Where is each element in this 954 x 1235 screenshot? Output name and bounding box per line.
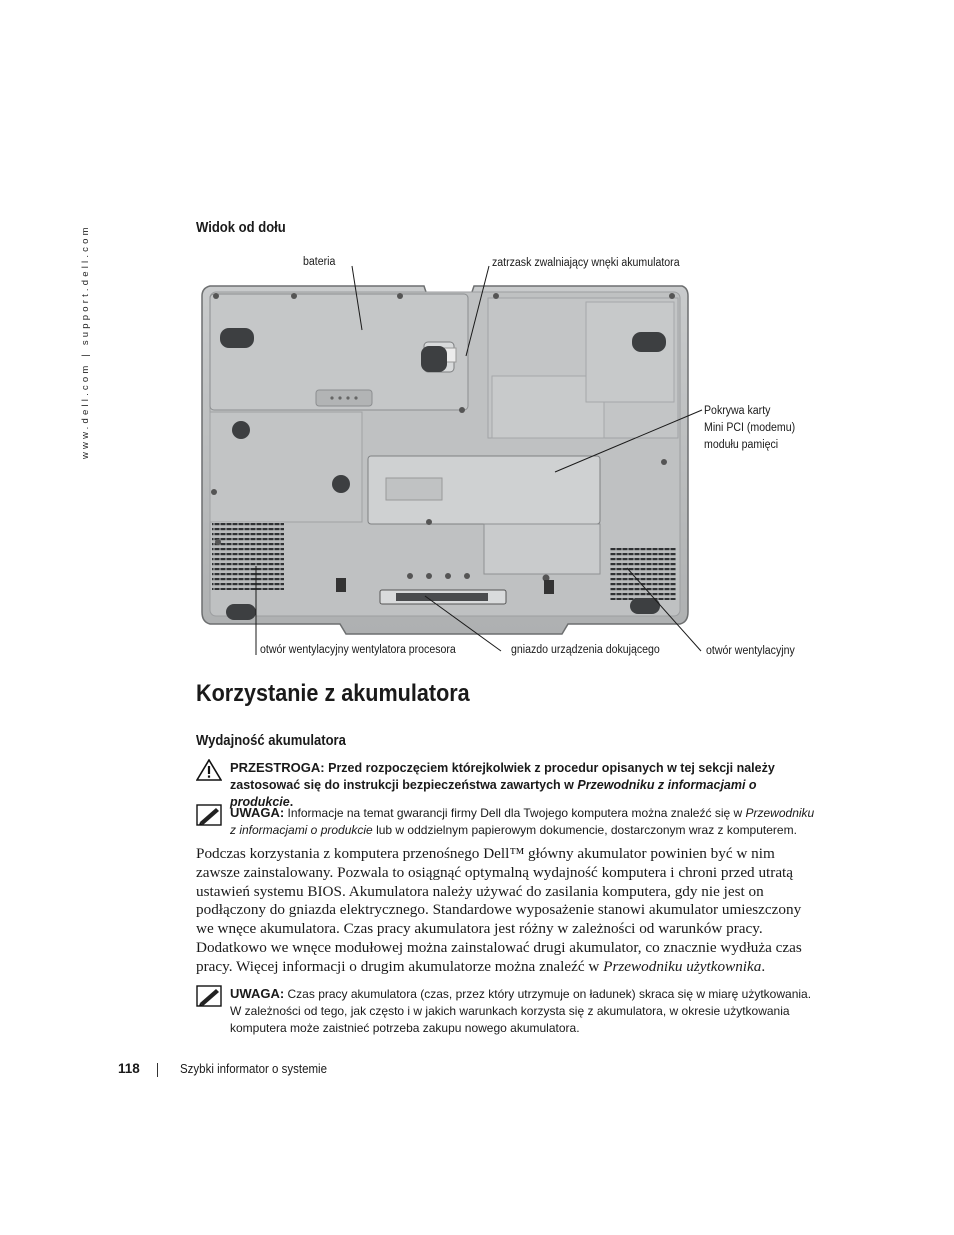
callout-battery-release: zatrzask zwalniający wnęki akumulatora — [492, 257, 680, 269]
caution-block — [196, 759, 816, 809]
section-heading-using-battery: Korzystanie z akumulatora — [196, 680, 470, 707]
note-warranty-text — [230, 804, 820, 839]
note-battery-life-body: Czas pracy akumulatora (czas, przez który utrzymuje on ładunek) skraca się w miarę użytkowania. W zależności od tego, jak często i w jakich warunkach korzysta się z akumulatora, w okresie użytkowania komputera może zaistnieć potrzeba zakupu nowego akumulatora. — [230, 987, 812, 1035]
note-warranty — [196, 804, 816, 840]
callout-battery: bateria — [303, 256, 336, 268]
note-battery-life — [196, 985, 816, 1039]
note-pencil-icon — [196, 804, 222, 826]
section-heading-bottom-view: Widok od dołu — [196, 220, 286, 236]
page-number: 118 — [118, 1061, 140, 1076]
note-warranty-end: lub w oddzielnym papierowym dokumencie, dostarczonym wraz z komputerem. — [376, 823, 797, 837]
note-battery-life-lead: UWAGA: — [230, 986, 285, 1001]
caution-italic: Przewodniku z informacjami o produkcie — [230, 778, 757, 809]
body-paragraph-text: Podczas korzystania z komputera przenośnego Dell™ główny akumulator powinien być w nim zawsze zainstalowany. Pozwala to osiągnąć optymalną wydajność komputera i chroni przed utratą ustawień systemu BIOS. Akumulatora należy używać do zasilania komputera, gdy nie jest on podłączony do gniazda elektrycznego. Standardowe wyposażenie stanowi akumulator umieszczony we wnęce akumulatora. Czas pracy akumulatora jest różny w zależności od warunków pracy. Dodatkowo we wnęce modułowej można zainstalować drugi akumulator, co znacznie wydłuża czas pracy. Więcej informacji o drugim akumulatorze można znaleźć w — [196, 845, 802, 975]
warning-triangle-icon — [196, 759, 222, 781]
callout-vent: otwór wentylacyjny — [706, 645, 795, 657]
note-battery-life-text — [230, 985, 820, 1037]
note-pencil-icon — [196, 985, 222, 1007]
callout-minipci-3: modułu pamięci — [704, 439, 779, 451]
caution-body: Przed rozpoczęciem którejkolwiek z procedur opisanych w tej sekcji należy zastosować się do instrukcji bezpieczeństwa zawartych w — [230, 761, 775, 792]
note-warranty-body: Informacje na temat gwarancji firmy Dell dla Twojego komputera można znaleźć się w — [287, 806, 743, 820]
callout-docking: gniazdo urządzenia dokującego — [511, 644, 660, 656]
caution-lead: PRZESTROGA: — [230, 760, 325, 775]
note-warranty-lead: UWAGA: — [230, 805, 285, 820]
footer-title: Szybki informator o systemie — [180, 1062, 327, 1076]
callout-minipci-2: Mini PCI (modemu) — [704, 422, 796, 434]
body-paragraph-end: . — [761, 957, 766, 975]
callout-minipci-1: Pokrywa karty — [704, 405, 771, 417]
callout-cpu-fan-vent: otwór wentylacyjny wentylatora procesora — [260, 644, 456, 656]
caution-end: . — [289, 795, 294, 809]
body-paragraph — [196, 845, 818, 977]
footer-divider — [157, 1063, 158, 1077]
section-heading-battery-performance: Wydajność akumulatora — [196, 733, 346, 749]
note-warranty-italic: Przewodniku z informacjami o produkcie — [230, 806, 815, 837]
body-paragraph-italic: Przewodniku użytkownika — [603, 957, 762, 975]
sidebar-url: www.dell.com | support.dell.com — [80, 224, 91, 460]
laptop-bottom-illustration — [196, 282, 692, 642]
